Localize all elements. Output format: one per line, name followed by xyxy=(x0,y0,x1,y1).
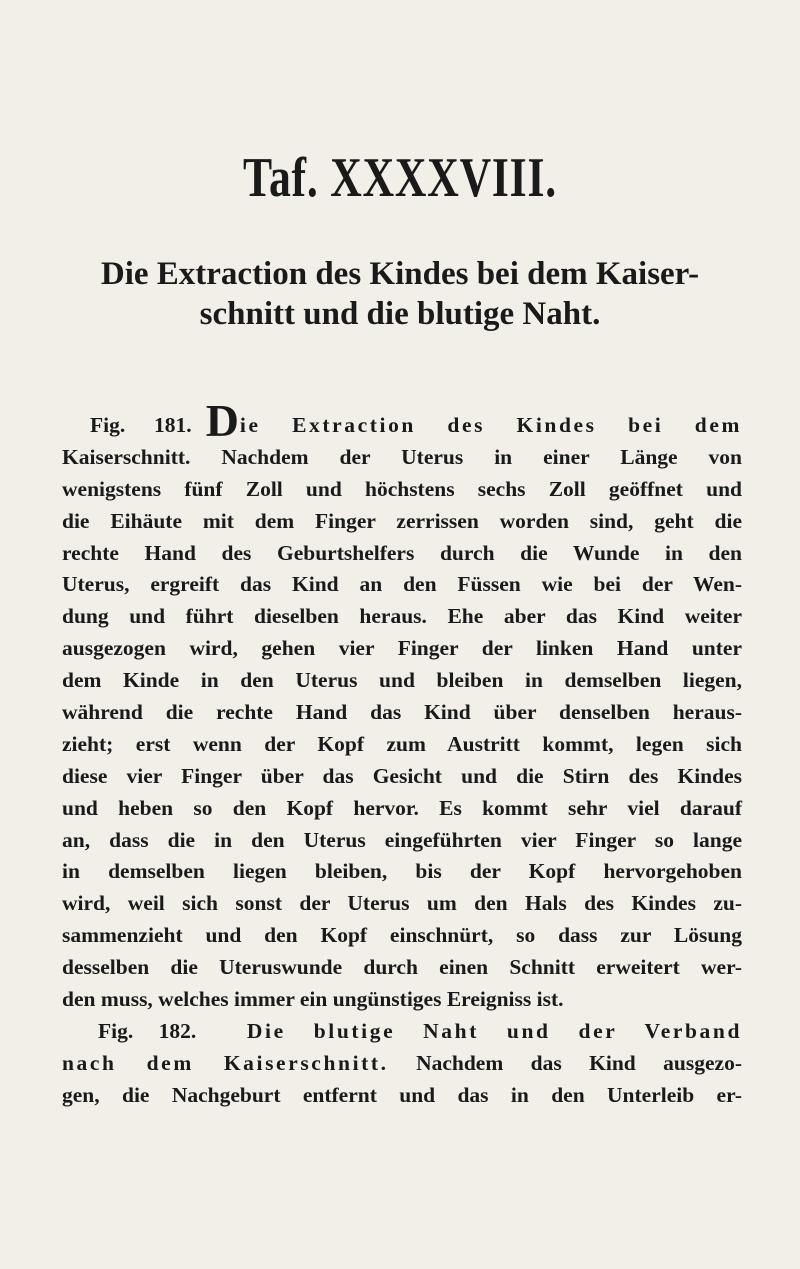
heading-line-1: Die Extraction des Kindes bei dem Kaiser- xyxy=(100,256,700,292)
fig-181-label: Fig. 181. xyxy=(90,413,192,437)
body-text xyxy=(62,395,743,1112)
chapter-heading xyxy=(40,254,760,334)
text-line-3: wenigstens fünf Zoll und höchstens sechs Zoll geöffnet und xyxy=(62,476,742,501)
text-line-9: dem Kinde in den Uterus und bleiben in demselben liegen, xyxy=(62,668,742,693)
text-line-4: die Eihäute mit dem Finger zerrissen worden sind, geht die xyxy=(62,508,742,533)
text-line-19: den muss, welches immer ein ungünstiges Ereigniss ist. xyxy=(62,987,564,1012)
text-line-10: während die rechte Hand das Kind über denselben heraus- xyxy=(62,700,742,725)
text-line-12: diese vier Finger über das Gesicht und die Stirn des Kindes xyxy=(62,763,742,788)
fig-182-title-cont: nach dem Kaiserschnitt. xyxy=(62,1050,389,1075)
text-line-21 xyxy=(62,1048,742,1080)
fig-182-text: Nachdem das Kind ausgezo- xyxy=(416,1050,742,1075)
text-line-16: wird, weil sich sonst der Uterus um den Hals des Kindes zu- xyxy=(62,891,742,916)
text-line-17: sammenzieht und den Kopf einschnürt, so dass zur Lösung xyxy=(62,923,742,948)
text-line-15: in demselben liegen bleiben, bis der Kopf hervorgehoben xyxy=(62,859,742,884)
fig-182-label: Fig. 182. xyxy=(98,1018,197,1043)
text-line-13: und heben so den Kopf hervor. Es kommt sehr viel darauf xyxy=(62,795,742,820)
text-line-22: gen, die Nachgeburt entfernt und das in den Unterleib er- xyxy=(62,1082,742,1107)
text-line-2: Kaiserschnitt. Nachdem der Uterus in einer Länge von xyxy=(62,444,742,469)
text-line-5: rechte Hand des Geburtshelfers durch die Wunde in den xyxy=(62,540,742,565)
text-line-6: Uterus, ergreift das Kind an den Füssen wie bei der Wen- xyxy=(62,572,742,597)
text-line-20 xyxy=(62,1016,742,1048)
heading-line-2: schnitt und die blutige Naht. xyxy=(199,296,601,332)
text-line-11: zieht; erst wenn der Kopf zum Austritt kommt, legen sich xyxy=(62,731,742,756)
text-line-18: desselben die Uteruswunde durch einen Schnitt erweitert wer- xyxy=(62,955,742,980)
plate-title: Taf. XXXXVIII. xyxy=(243,147,557,209)
fig-181-title: ie Extraction des Kindes bei dem xyxy=(239,413,742,437)
drop-cap: D xyxy=(205,395,239,446)
text-line-14: an, dass die in den Uterus eingeführten vier Finger so lange xyxy=(62,827,742,852)
text-line-1 xyxy=(62,395,742,446)
text-line-8: ausgezogen wird, gehen vier Finger der linken Hand unter xyxy=(62,636,742,661)
fig-182-title: Die blutige Naht und der Verband xyxy=(246,1018,743,1043)
text-line-7: dung und führt dieselben heraus. Ehe aber das Kind weiter xyxy=(62,604,742,629)
